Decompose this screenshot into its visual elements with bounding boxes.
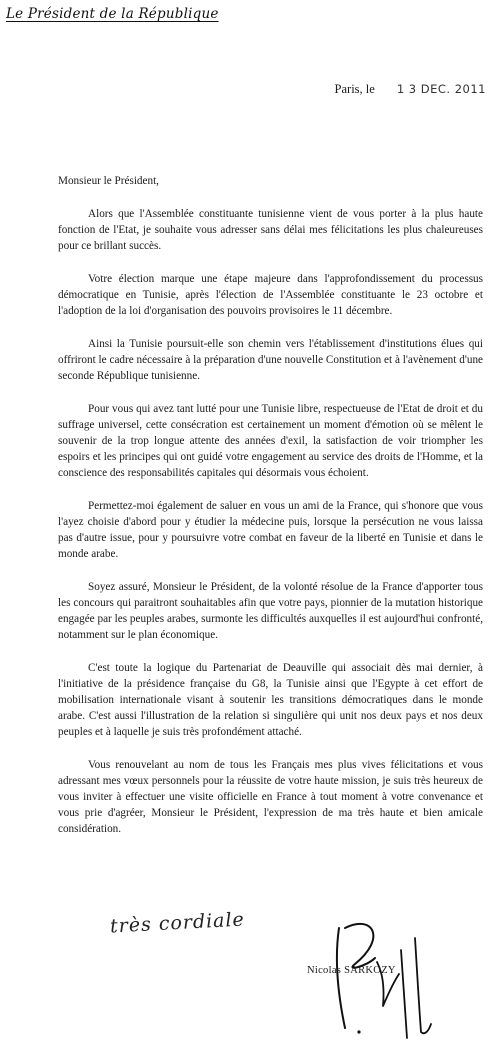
paragraph-7: C'est toute la logique du Partenariat de Deauville qui associait dès mai dernier, à l'initiative de la présidence française du G8, la Tunisie ainsi que l'Egypte à cet effort de mobilisation internationale visant à soutenir les transitions démocratiques dans le monde arabe. C'est aussi l'illustration de la relation si singulière qui unit nos deux pays et nos deux peuples et à laquelle je suis très profondément attaché. xyxy=(58,662,483,738)
paragraph-4: Pour vous qui avez tant lutté pour une Tunisie libre, respectueuse de l'Etat de droit et du suffrage universel, cette consécration est certainement un moment d'émotion où se mêlent le souvenir de la trop longue attente des années d'exil, la satisfaction de voir triompher les espoirs et les principes qui ont guidé votre engagement au service des droits de l'Homme, et la conscience des responsabilités capitales qui désormais vous échoient. xyxy=(58,403,483,479)
paragraph-5: Permettez-moi également de saluer en vous un ami de la France, qui s'honore que vous l'ayez choisie d'abord pour y étudier la médecine puis, lorsque la persécution ne vous laissa pas d'autre issue, pour y poursuivre votre combat en faveur de la liberté en Tunisie et dans le monde arabe. xyxy=(58,500,483,560)
paragraph-3: Ainsi la Tunisie poursuit-elle son chemin vers l'établissement d'institutions élues qui offriront le cadre nécessaire à la préparation d'une nouvelle Constitution et à l'avènement d'une seconde République tunisienne. xyxy=(58,338,483,382)
letterhead: Le Président de la République xyxy=(6,6,219,22)
paragraph-2: Votre élection marque une étape majeure dans l'approfondissement du processus démocratique en Tunisie, après l'élection de l'Assemblée constituante le 23 octobre et l'adoption de la loi d'organisation des pouvoirs provisoires le 11 décembre. xyxy=(58,273,483,317)
handwritten-closing: très cordiale xyxy=(109,908,246,938)
paragraph-6: Soyez assuré, Monsieur le Président, de la volonté résolue de la France d'apporter tous les concours qui paraitront souhaitables afin que votre pays, pionnier de la mutation historique engagée par les peuples arabes, surmonte les difficultés auxquelles il est aujourd'hui confronté, notamment sur le plan économique. xyxy=(58,581,483,641)
paragraph-1: Alors que l'Assemblée constituante tunisienne vient de vous porter à la plus haute fonction de l'Etat, je souhaite vous adresser sans délai mes félicitations les plus chaleureuses pour ce brillant succès. xyxy=(58,208,483,252)
handwritten-signature xyxy=(325,910,435,1050)
signer-name: Nicolas SARKOZY xyxy=(307,965,396,976)
letter-body xyxy=(58,173,483,854)
paragraph-8: Vous renouvelant au nom de tous les Français mes plus vives félicitations et vous adressant mes vœux personnels pour la réussite de votre haute mission, je suis très heureux de vous inviter à effectuer une visite officielle en France à tout moment à votre convenance et vous prie d'agréer, Monsieur le Président, l'expression de ma très haute et bien amicale considération. xyxy=(58,759,483,835)
date-place: Paris, le xyxy=(334,82,375,96)
date-stamp: 1 3 DEC. 2011 xyxy=(396,82,486,96)
salutation: Monsieur le Président, xyxy=(58,175,159,187)
dateline xyxy=(335,82,486,97)
